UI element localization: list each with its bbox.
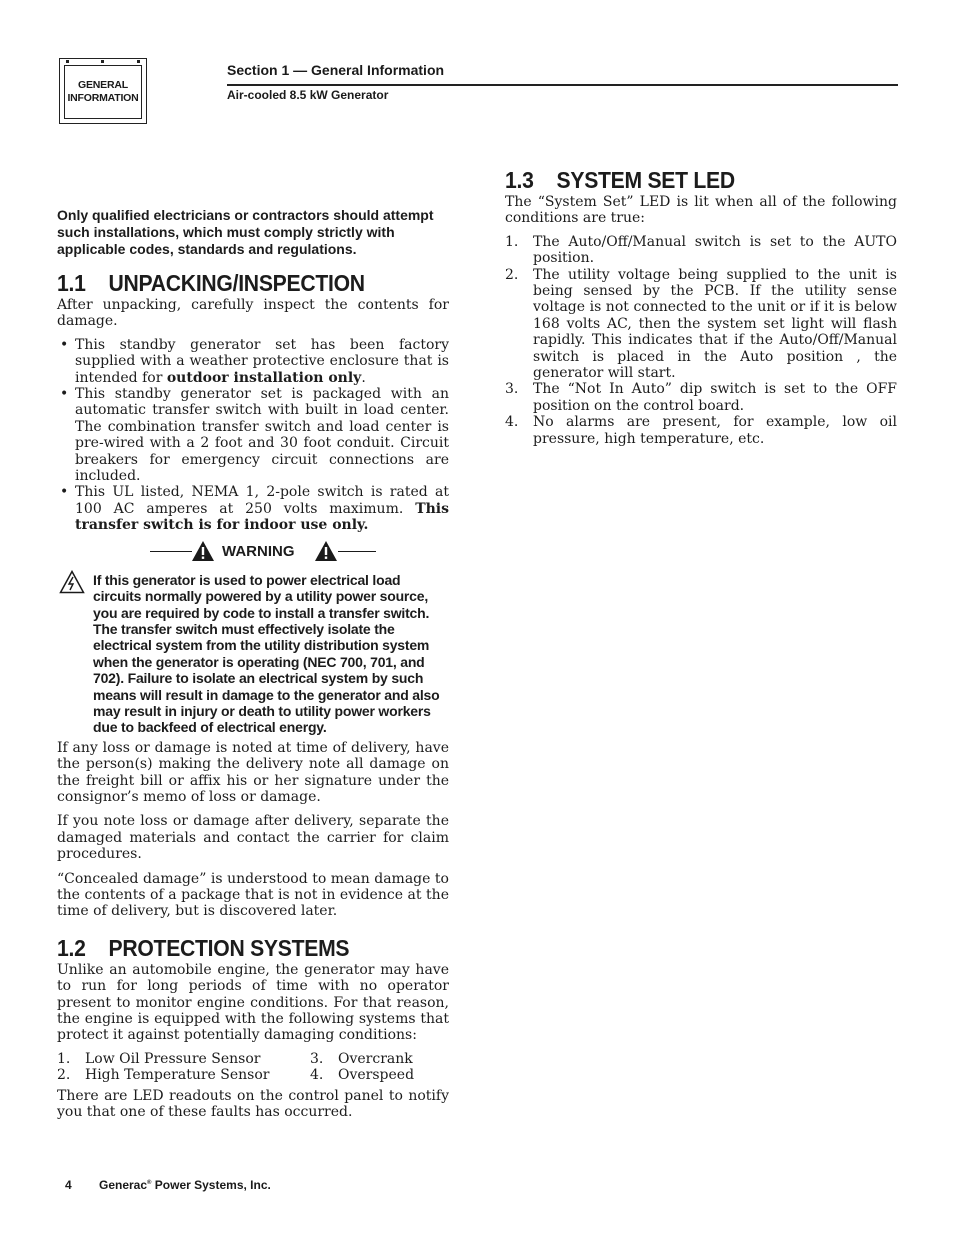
s11-paragraph-1: After unpacking, carefully inspect the contents for damage.	[57, 297, 449, 330]
heading-1-1: 1.1 UNPACKING/INSPECTION	[57, 270, 365, 296]
heading-1-3: 1.3 SYSTEM SET LED	[505, 167, 735, 193]
warning-text: If this generator is used to power electrical load circuits normally powered by a utility power source, you are required by code to install a transfer switch. The transfer switch must effectively isolate the electrical system from the utility distribution system when the generator is operating (NEC 700, 701, and 702). Failure to isolate an electrical system by such means will result in damage to the generator and also may result in injury or death to utility power workers due to backfeed of electrical energy.	[93, 571, 440, 736]
page-number: 4	[65, 1178, 72, 1192]
list-item: • This standby generator set is packaged with an automatic transfer switch with built in load center. The combination transfer switch and load center is pre-wired with a 2 foot and 30 foot conduit. Circuit breakers for emergency circuit connections are included.	[57, 386, 449, 484]
page-footer	[65, 1178, 271, 1192]
right-column	[505, 166, 897, 447]
list-item: • This UL listed, NEMA 1, 2-pole switch is rated at 100 AC amperes at 250 volts maximum. This transfer switch is for indoor use only.	[57, 484, 449, 533]
heading-1-2: 1.2 PROTECTION SYSTEMS	[57, 934, 350, 961]
s11-paragraph-3: If you note loss or damage after delivery, separate the damaged materials and contact the carrier for claim procedures.	[57, 813, 449, 863]
list-item: 1. Low Oil Pressure Sensor	[57, 1050, 261, 1067]
s11-bullet-list	[57, 337, 449, 534]
list-item: 4. Overspeed	[310, 1067, 415, 1084]
s13-paragraph-1: The “System Set” LED is lit when all of the following conditions are true:	[505, 194, 897, 227]
intro-notice: Only qualified electricians or contractors should attempt such installations, which must comply strictly with applicable codes, standards and regulations.	[57, 207, 434, 257]
left-column	[57, 207, 449, 1120]
electrical-hazard-icon	[59, 570, 85, 594]
protection-systems-list	[57, 1051, 449, 1084]
list-item: 2. High Temperature Sensor	[57, 1067, 270, 1084]
document-subtitle: Air-cooled 8.5 kW Generator	[227, 88, 389, 102]
s12-paragraph-2: There are LED readouts on the control panel to notify you that one of these faults has occurred.	[57, 1087, 449, 1121]
s11-paragraph-4: “Concealed damage” is understood to mean damage to the contents of a package that is not in evidence at the time of delivery, but is discovered later.	[57, 870, 449, 920]
s12-paragraph-1: Unlike an automobile engine, the generator may have to run for long periods of time with no operator present to monitor engine conditions. For that reason, the engine is equipped with the following systems that protect it against potentially damaging conditions:	[57, 961, 449, 1044]
s11-paragraph-2: If any loss or damage is noted at time of delivery, have the person(s) making the delivery note all damage on the freight bill or affix his or her signature under the consignor’s memo of loss or damage.	[57, 739, 449, 805]
company-name: Generac® Power Systems, Inc.	[99, 1178, 271, 1192]
list-item: • This standby generator set has been factory supplied with a weather protective enclosure that is intended for outdoor installation only.	[57, 337, 449, 386]
list-item: 3. Overcrank	[310, 1050, 413, 1067]
badge-line2: INFORMATION	[67, 92, 139, 104]
list-item: 3. The “Not In Auto” dip switch is set to the OFF position on the control board.	[505, 381, 897, 414]
section-badge	[59, 58, 147, 124]
warning-triangle-icon	[314, 540, 338, 562]
s13-numbered-list	[505, 234, 897, 447]
list-item: 2. The utility voltage being supplied to the unit is being sensed by the PCB. If the utility sense voltage is not connected to the unit or if it is below 168 volts AC, then the system set light will flash rapidly. This indicates that if the Auto/Off/Manual switch is placed in the Auto position , the generator will start.	[505, 266, 897, 382]
header-rule	[227, 84, 898, 86]
list-item: 1. The Auto/Off/Manual switch is set to the AUTO position.	[505, 233, 897, 267]
warning-label: WARNING	[222, 542, 295, 560]
section-title: Section 1 — General Information	[227, 62, 445, 78]
list-item: 4. No alarms are present, for example, low oil pressure, high temperature, etc.	[505, 414, 897, 447]
warning-box	[57, 572, 449, 736]
warning-triangle-icon	[191, 540, 215, 562]
badge-line1: GENERAL	[78, 79, 128, 91]
warning-header	[57, 540, 449, 566]
